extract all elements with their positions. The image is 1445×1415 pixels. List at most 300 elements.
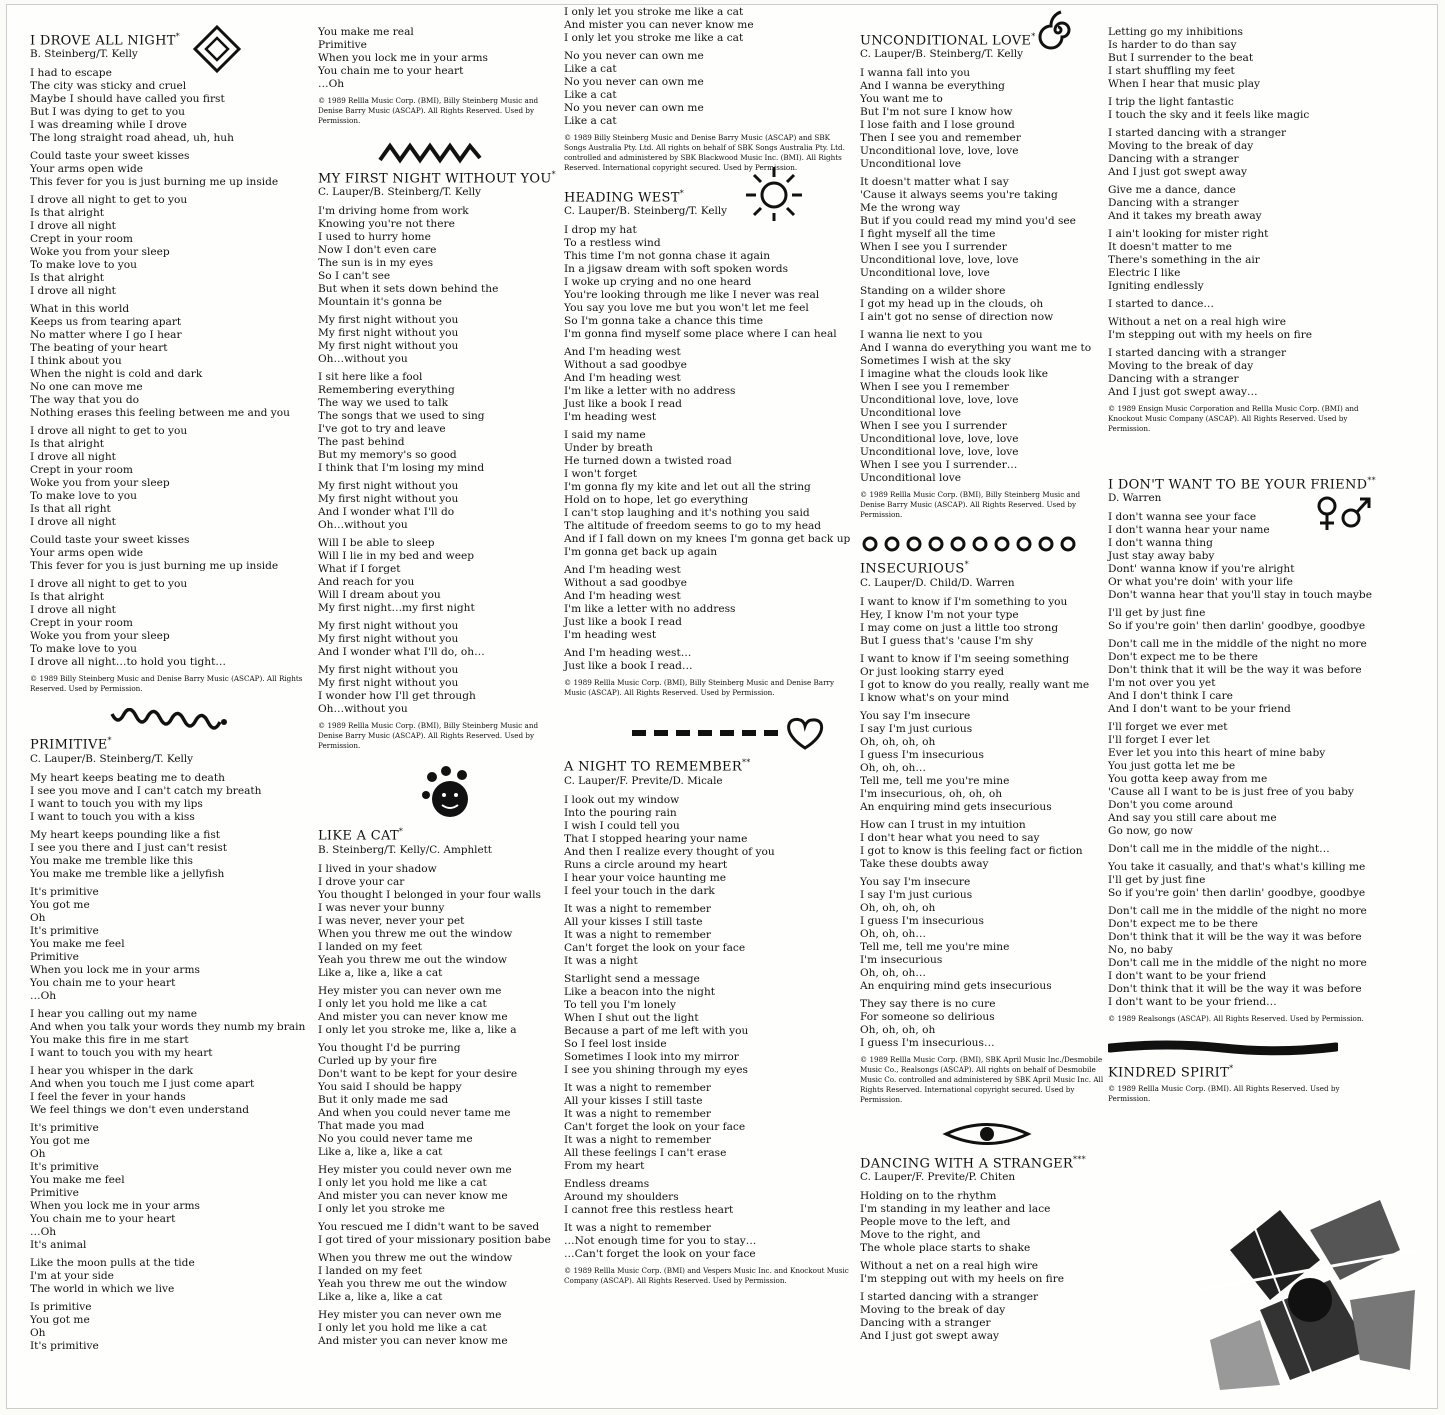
lyric-line: I lived in your shadow — [318, 862, 437, 875]
stanza — [318, 1164, 558, 1216]
lyric-line: Or just looking starry eyed — [860, 665, 1005, 678]
lyric-line: It's primitive — [30, 924, 99, 937]
stanza — [564, 224, 854, 341]
lyric-line: My heart keeps pounding like a fist — [30, 828, 221, 841]
stanza — [318, 1221, 558, 1247]
lyric-line: But my memory's so good — [318, 449, 457, 462]
stanza — [1108, 607, 1373, 633]
lyric-line: I started dancing with a stranger — [1108, 127, 1287, 139]
lyric-line: Primitive — [30, 1186, 79, 1199]
lyric-line: Crept in your room — [30, 617, 133, 630]
stanza — [1108, 298, 1373, 311]
lyric-line: Oh, oh, oh… — [860, 966, 926, 979]
lyric-line: I drove all night…to hold you tight… — [30, 656, 226, 669]
lyric-line: So if you're goin' then darlin' goodbye, goodbye — [1108, 887, 1366, 900]
song-title: HEADING WEST* — [564, 189, 685, 206]
stanza — [564, 794, 854, 898]
song-block — [564, 712, 854, 1285]
lyric-line: But if you could read my mind you'd see — [860, 215, 1076, 228]
lyric-line: My first night without you — [318, 327, 459, 340]
lyric-line: That made you mad — [318, 1119, 425, 1132]
lyric-line: You chain me to your heart — [30, 1212, 176, 1225]
copyright-note: © 1989 Rellla Music Corp. (BMI), Billy Steinberg Music and Denise Barry Music (ASCAP). All Rights Reserved. Used by Permission. — [318, 721, 539, 751]
stanza — [318, 1042, 558, 1159]
lyric-line: I see you shining through my eyes — [564, 1063, 748, 1076]
lyric-line: And mister you can never know me — [318, 1189, 508, 1202]
lyric-line: An enquiring mind gets insecurious — [860, 800, 1052, 813]
lyric-line: Into the pouring rain — [564, 806, 677, 819]
lyric-line: Can't forget the look on your face — [564, 1120, 746, 1133]
song-block — [860, 534, 1105, 1104]
lyric-line: Starlight send a message — [564, 972, 700, 985]
lyric-line: I only let you hold me like a cat — [318, 1321, 487, 1334]
diamond-doodle-icon — [192, 24, 242, 74]
lyric-line: I only let you hold me like a cat — [318, 1176, 487, 1189]
lyric-line: Don't think that it will be the way it was before — [1108, 664, 1362, 677]
lyric-line: 'Cause it always seems you're taking — [860, 189, 1058, 202]
song-credits: D. Warren — [1108, 492, 1162, 505]
stanza — [318, 537, 558, 615]
lyric-line: Don't expect me to be there — [1108, 651, 1258, 664]
song-lyrics — [564, 224, 854, 673]
lyric-line: I drove all night — [30, 220, 116, 233]
lyric-line: I drove all night — [30, 285, 116, 298]
lyric-line: And I'm heading west — [564, 564, 681, 577]
copyright-note: © 1989 Ensign Music Corporation and Rellla Music Corp. (BMI) and Knockout Music Company (ASCAP). All Rights Reserved. Used by Permission. — [1108, 404, 1359, 433]
copyright-note: © 1989 Rellla Music Corp. (BMI), Billy Steinberg Music and Denise Barry Music (ASCAP). All Rights Reserved. Used by Permission. — [860, 490, 1081, 520]
lyric-line: I said my name — [564, 429, 646, 442]
stanza — [318, 664, 558, 716]
stanza — [1108, 316, 1373, 342]
lyric-line: I start shuffling my feet — [1108, 65, 1235, 77]
stanza — [318, 620, 558, 659]
lyric-line: Unconditional love, love, love — [860, 145, 1019, 158]
lyric-line: I landed on my feet — [318, 1264, 422, 1277]
stanza — [30, 194, 315, 298]
copyright-note: © 1989 Billy Steinberg Music and Denise Barry Music (ASCAP). All Rights Reserved. Used by Permission. — [30, 674, 303, 694]
lyric-line: You say you love me but you won't let me feel — [564, 302, 809, 315]
lyric-line: Dancing with a stranger — [860, 1316, 991, 1329]
lyric-line: Give me a dance, dance — [1108, 184, 1236, 196]
lyric-line: Move to the right, and — [860, 1228, 981, 1241]
lyric-line: You said I should be happy — [318, 1080, 462, 1093]
lyric-line: Hey mister you can never own me — [318, 984, 502, 997]
lyric-line: And I wanna be everything — [860, 80, 1005, 93]
lyric-line: I got my head up in the clouds, oh — [860, 298, 1044, 311]
dashes-heart-doodle-icon — [630, 712, 830, 752]
lyric-line: Like a, like a, like a cat — [318, 1145, 443, 1158]
lyric-line: The world in which we live — [30, 1282, 175, 1295]
lyric-line: I'm at your side — [30, 1269, 114, 1282]
lyric-line: And mister you can never know me — [318, 1334, 508, 1347]
lyric-line: I cannot free this restless heart — [564, 1203, 734, 1216]
lyric-line: I got to know do you really, really want me — [860, 678, 1090, 691]
lyric-line: What if I forget — [318, 563, 401, 576]
stanza — [1108, 843, 1373, 856]
lyric-line: I'm like a letter with no address — [564, 603, 736, 616]
lyric-line: The songs that we used to sing — [318, 410, 485, 423]
lyric-line: I drove your car — [318, 875, 405, 888]
lyric-line: I'm gonna find myself some place where I can heal — [564, 328, 837, 341]
lyric-line: You say I'm insecure — [860, 875, 971, 888]
stanza — [860, 876, 1105, 993]
lyric-line: The past behind — [318, 436, 405, 449]
lyric-line: It was a night — [564, 954, 638, 967]
lyric-line: I drop my hat — [564, 224, 637, 237]
lyric-line: Without a net on a real high wire — [1108, 316, 1287, 328]
lyric-line: Unconditional love — [860, 407, 961, 420]
lyric-line: I want to know if I'm something to you — [860, 595, 1068, 608]
stanza — [564, 1178, 854, 1217]
lyric-line: And I wanna do everything you want me to — [860, 342, 1092, 355]
song-credits: C. Lauper/F. Previte/D. Micale — [564, 774, 723, 787]
lyric-line: I guess I'm insecurious… — [860, 1036, 995, 1049]
lyric-line: Is that alright — [30, 591, 105, 604]
lyric-line: I don't wanna thing — [1108, 537, 1213, 550]
lyric-line: And I'm heading west — [564, 372, 681, 385]
lyric-line: When you lock me in your arms — [318, 52, 488, 64]
lyric-line: Then I see you and remember — [860, 132, 1021, 145]
song-block — [1108, 474, 1376, 1024]
stanza — [318, 480, 558, 532]
lyric-line: Like a cat — [564, 89, 617, 101]
stanza — [30, 829, 315, 881]
lyric-line: All your kisses I still taste — [564, 915, 703, 928]
zigzag-doodle-icon — [376, 140, 486, 164]
stanza — [1108, 638, 1373, 716]
lyric-line: I'm gonna fly my kite and let out all the string — [564, 481, 811, 494]
song-title: A NIGHT TO REMEMBER** — [564, 758, 751, 775]
lyric-line: Sometimes I wish at the sky — [860, 355, 1011, 368]
lyric-line: I don't want to be your friend… — [1108, 996, 1277, 1009]
lyric-line: Under by breath — [564, 442, 653, 455]
lyric-line: Without a net on a real high wire — [860, 1259, 1039, 1272]
song-block — [318, 140, 558, 751]
stanza — [564, 346, 854, 424]
lyric-line: Oh, oh, oh, oh — [860, 1023, 936, 1036]
lyric-line: I hear your voice haunting me — [564, 871, 727, 884]
lyric-line: But it only made me sad — [318, 1093, 449, 1106]
lyric-line: …Not enough time for you to stay… — [564, 1234, 757, 1247]
copyright-note: © 1989 Billy Steinberg Music and Denise Barry Music (ASCAP) and SBK Songs Australia Pty. Ltd. All rights on behalf of SBK Songs Australia Pty. Ltd. controlled and administered by SBK Blackwood Music Inc. (BMI). All Rights Reserved. International copyright secured. Used by Permission. — [564, 133, 845, 172]
copyright-note: © 1989 Rellla Music Corp. (BMI), Billy Steinberg Music and Denise Barry Music (ASCAP). All Rights Reserved. Used by Permission. — [564, 678, 835, 698]
lyric-line: What in this world — [30, 303, 130, 316]
lyric-line: Oh — [30, 1326, 46, 1339]
lyric-line: I may come on just a little too strong — [860, 621, 1059, 634]
lyric-line: Moving to the break of day — [860, 1303, 1006, 1316]
lyric-line: I got tired of your missionary position babe — [318, 1233, 551, 1246]
lyric-line: Crept in your room — [30, 464, 133, 477]
lyric-line: Is primitive — [30, 1300, 92, 1313]
lyric-line: My heart keeps beating me to death — [30, 771, 225, 784]
copyright-note: © 1989 Rellla Music Corp. (BMI). All Rights Reserved. Used by Permission. — [1108, 1083, 1340, 1103]
circles-row-doodle-icon — [860, 534, 1090, 554]
lyric-line: When you lock me in your arms — [30, 1199, 200, 1212]
lyric-line: No you never can own me — [564, 102, 704, 114]
song-title: MY FIRST NIGHT WITHOUT YOU* — [318, 170, 556, 187]
lyric-line: It was a night to remember — [564, 928, 711, 941]
lyric-line: No you could never tame me — [318, 1132, 473, 1145]
lyric-line: It's primitive — [30, 885, 99, 898]
lyric-line: But I surrender to the beat — [1108, 52, 1254, 64]
lyric-line: Just stay away baby — [1108, 550, 1215, 563]
lyric-line: No one can move me — [30, 381, 143, 394]
lyric-line: Unconditional love — [860, 472, 961, 485]
lyric-line: When the night is cold and dark — [30, 368, 203, 381]
lyric-line: I feel the fever in your hands — [30, 1090, 186, 1103]
lyric-line: You chain me to your heart — [318, 65, 464, 77]
song-title: LIKE A CAT* — [318, 827, 404, 844]
lyric-line: Moving to the break of day — [1108, 360, 1254, 372]
stanza — [318, 863, 558, 980]
lyric-line: Just like a book I read… — [564, 660, 693, 673]
lyric-line: Unconditional love, love, love — [860, 254, 1019, 267]
lyric-line: I'm heading west — [564, 629, 657, 642]
lyric-line: I was never your bunny — [318, 901, 445, 914]
stanza — [860, 596, 1105, 648]
stanza — [860, 819, 1105, 871]
lyric-line: And I don't think I care — [1108, 690, 1233, 703]
lyric-line: …Oh — [30, 1225, 57, 1238]
stanza — [564, 429, 854, 559]
song-block — [564, 6, 854, 173]
lyric-line: You make me feel — [30, 937, 125, 950]
stanza — [30, 1122, 315, 1252]
lyric-line: Maybe I should have called you first — [30, 93, 225, 106]
lyric-line: I only let you stroke me — [318, 1202, 445, 1215]
lyric-line: You got me — [30, 898, 90, 911]
column-2 — [318, 26, 558, 1362]
lyric-line: I want to know if I'm seeing something — [860, 652, 1070, 665]
lyric-line: When I hear that music play — [1108, 78, 1261, 90]
stanza — [860, 67, 1105, 171]
song-title: PRIMITIVE* — [30, 736, 112, 753]
lyric-line: To a restless wind — [564, 237, 661, 250]
lyric-line: I drove all night — [30, 516, 116, 529]
lyric-line: Curled up by your fire — [318, 1054, 437, 1067]
lyric-line: I was dreaming while I drove — [30, 119, 187, 132]
lyric-line: And when you touch me I just come apart — [30, 1077, 255, 1090]
lyric-line: Like the moon pulls at the tide — [30, 1256, 195, 1269]
lyric-line: I only let you stroke me like a cat — [564, 32, 744, 44]
lyric-line: I landed on my feet — [318, 940, 422, 953]
lyric-line: I guess I'm insecurious — [860, 748, 984, 761]
lyric-line: Unconditional love, love, love — [860, 446, 1019, 459]
lyric-line: Igniting endlessly — [1108, 280, 1204, 292]
lyric-line: And mister you can never know me — [318, 1010, 508, 1023]
lyric-line: I wanna lie next to you — [860, 329, 983, 342]
lyric-line: Like a, like a, like a cat — [318, 1290, 443, 1303]
lyric-line: Crept in your room — [30, 233, 133, 246]
song-block — [564, 187, 854, 698]
lyric-line: My first night without you — [318, 314, 459, 327]
lyric-line: No you never can own me — [564, 76, 704, 88]
lyric-line: I'll get by just fine — [1108, 874, 1206, 887]
stanza — [318, 26, 558, 91]
lyric-line: You got me — [30, 1134, 90, 1147]
lyric-line: This fever for you is just burning me up inside — [30, 176, 279, 189]
lyric-line: Knowing you're not there — [318, 218, 455, 231]
lyric-line: I won't forget — [564, 468, 638, 481]
song-title: I DROVE ALL NIGHT* — [30, 32, 181, 49]
lyric-line: So I'm gonna take a chance this time — [564, 315, 764, 328]
lyric-line: Hey mister you can never own me — [318, 1308, 502, 1321]
lyric-line: Unconditional love, love, love — [860, 394, 1019, 407]
lyric-line: The long straight road ahead, uh, huh — [30, 132, 234, 145]
lyric-line: Woke you from your sleep — [30, 477, 170, 490]
lyric-line: I'm insecurious — [860, 953, 943, 966]
lyric-line: Primitive — [30, 950, 79, 963]
lyric-line: Will I dream about you — [318, 589, 441, 602]
lyric-line: I lose faith and I lose ground — [860, 119, 1015, 132]
stanza — [1108, 861, 1373, 900]
stanza — [860, 998, 1105, 1050]
lyric-line: But I'm not sure I know how — [860, 106, 1013, 119]
lyric-line: When I see you I remember — [860, 381, 1009, 394]
lyric-line: I feel your touch in the dark — [564, 884, 715, 897]
lyric-line: My first night without you — [318, 340, 459, 353]
lyric-line: Woke you from your sleep — [30, 246, 170, 259]
lyric-line: No matter where I go I hear — [30, 329, 182, 342]
lyric-line: Like a cat — [564, 63, 617, 75]
lyric-line: Dancing with a stranger — [1108, 197, 1239, 209]
lyric-line: Unconditional love, love — [860, 267, 990, 280]
lyric-line: I drove all night — [30, 451, 116, 464]
lyric-line: My first night…my first night — [318, 602, 475, 615]
lyric-line: You're looking through me like I never was real — [564, 289, 820, 302]
lyric-line: Oh, oh, oh, oh — [860, 735, 936, 748]
lyric-line: Like a cat — [564, 115, 617, 127]
lyric-line: 'Cause all I want to be is just free of you baby — [1108, 786, 1354, 799]
lyric-line: Don't wanna hear that you'll stay in touch maybe — [1108, 589, 1372, 602]
lyric-line: It was a night to remember — [564, 1133, 711, 1146]
stanza — [860, 329, 1105, 485]
lyric-line: But I was dying to get to you — [30, 106, 185, 119]
stanza — [30, 578, 315, 669]
lyric-line: I started dancing with a stranger — [1108, 347, 1287, 359]
lyric-line: It was a night to remember — [564, 1081, 711, 1094]
lyric-line: Yeah you threw me out the window — [318, 1277, 507, 1290]
song-lyrics — [860, 596, 1105, 1050]
lyric-line: Runs a circle around my heart — [564, 858, 728, 871]
song-credits: C. Lauper/D. Child/D. Warren — [860, 576, 1015, 589]
lyric-line: I started to dance… — [1108, 298, 1215, 310]
lyric-line: And I'm heading west… — [564, 647, 692, 660]
stanza — [318, 985, 558, 1037]
lyric-line: Don't want to be kept for your desire — [318, 1067, 518, 1080]
lyric-line: Could taste your sweet kisses — [30, 150, 190, 163]
lyric-line: And I don't want to be your friend — [1108, 703, 1291, 716]
lyric-line: Me the wrong way — [860, 202, 961, 215]
paw-face-doodle-icon — [418, 765, 478, 821]
stanza — [860, 1190, 1105, 1255]
lyric-line: The way we used to talk — [318, 397, 449, 410]
lyric-line: Don't think that it will be the way it was before — [1108, 983, 1362, 996]
lyric-line: Dancing with a stranger — [1108, 373, 1239, 385]
stanza — [30, 67, 315, 145]
lyric-line: And I wonder what I'll do, oh… — [318, 646, 485, 659]
lyric-line: I drove all night — [30, 604, 116, 617]
stanza — [30, 886, 315, 1003]
song-lyrics — [860, 1190, 1105, 1343]
song-block — [1108, 1038, 1373, 1103]
lyric-line: I drove all night to get to you — [30, 578, 188, 591]
lyric-line: You make me real — [318, 26, 414, 38]
lyric-line: No, no baby — [1108, 944, 1173, 957]
song-credits: B. Steinberg/T. Kelly/C. Amphlett — [318, 843, 492, 856]
stanza — [318, 1252, 558, 1304]
lyric-line: Don't call me in the middle of the night no more — [1108, 638, 1367, 651]
lyric-line: Tell me, tell me you're mine — [860, 774, 1010, 787]
lyric-line: So if you're goin' then darlin' goodbye, goodbye — [1108, 620, 1366, 633]
song-credits: C. Lauper/B. Steinberg/T. Kelly — [30, 752, 194, 765]
lyric-line: I'm gonna get back up again — [564, 546, 718, 559]
lyric-line: Woke you from your sleep — [30, 630, 170, 643]
lyric-line: I see you move and I can't catch my breath — [30, 784, 262, 797]
stanza — [1108, 347, 1373, 399]
lyric-line: Standing on a wilder shore — [860, 285, 1006, 298]
lyric-line: I want to touch you with my heart — [30, 1046, 213, 1059]
lyric-line: Hold on to hope, let go everything — [564, 494, 749, 507]
stanza — [1108, 721, 1373, 838]
song-lyrics — [318, 863, 558, 1348]
lyric-line: And reach for you — [318, 576, 415, 589]
lyric-line: When I see you I surrender… — [860, 459, 1018, 472]
lyric-line: Take these doubts away — [860, 857, 989, 870]
lyric-line: Just like a book I read — [564, 616, 682, 629]
stanza — [564, 647, 854, 673]
lyric-line: You chain me to your heart — [30, 976, 176, 989]
lyric-line: I imagine what the clouds look like — [860, 368, 1048, 381]
lyric-line: I ain't got no sense of direction now — [860, 311, 1054, 324]
lyric-line: This time I'm not gonna chase it again — [564, 250, 771, 263]
lyric-line: You say I'm insecure — [860, 709, 971, 722]
song-credits: C. Lauper/B. Steinberg/T. Kelly — [860, 48, 1024, 61]
lyric-line: Oh, oh, oh, oh — [860, 901, 936, 914]
lyric-line: Yeah you threw me out the window — [318, 953, 507, 966]
lyric-line: I only let you hold me like a cat — [318, 997, 487, 1010]
stanza — [30, 425, 315, 529]
lyric-line: I guess I'm insecurious — [860, 914, 984, 927]
lyric-line: Like a, like a, like a cat — [318, 966, 443, 979]
lyric-line: …Oh — [318, 78, 345, 90]
lyric-line: The way that you do — [30, 394, 139, 407]
lyric-line: My first night without you — [318, 493, 459, 506]
song-credits: C. Lauper/B. Steinberg/T. Kelly — [564, 205, 728, 218]
lyric-line: My first night without you — [318, 620, 459, 633]
stanza — [30, 1065, 315, 1117]
lyric-line: I only let you stroke me, like a, like a — [318, 1023, 517, 1036]
stanza — [1108, 26, 1373, 91]
column-3 — [564, 6, 854, 1300]
lyric-line: And I'm heading west — [564, 590, 681, 603]
lyric-line: I got to know is this feeling fact or fiction — [860, 844, 1083, 857]
brush-stroke-doodle-icon — [1108, 1038, 1338, 1058]
lyric-line: Letting go my inhibitions — [1108, 26, 1243, 38]
lyric-line: The city was sticky and cruel — [30, 80, 187, 93]
lyric-line: People move to the left, and — [860, 1215, 1011, 1228]
lyric-line: …Can't forget the look on your face — [564, 1247, 756, 1260]
lyric-line: The altitude of freedom seems to go to my head — [564, 520, 822, 533]
lyric-line: My first night without you — [318, 664, 459, 677]
lyric-line: I don't wanna see your face — [1108, 511, 1257, 524]
lyric-line: I'm stepping out with my heels on fire — [860, 1272, 1065, 1285]
lyric-line: Electric I like — [1108, 267, 1181, 279]
lyric-line: I don't wanna hear your name — [1108, 524, 1270, 537]
lyric-line: All your kisses I still taste — [564, 1094, 703, 1107]
lyric-line: I'm insecurious, oh, oh, oh — [860, 787, 1003, 800]
song-credits: C. Lauper/F. Previte/P. Chiten — [860, 1170, 1016, 1183]
